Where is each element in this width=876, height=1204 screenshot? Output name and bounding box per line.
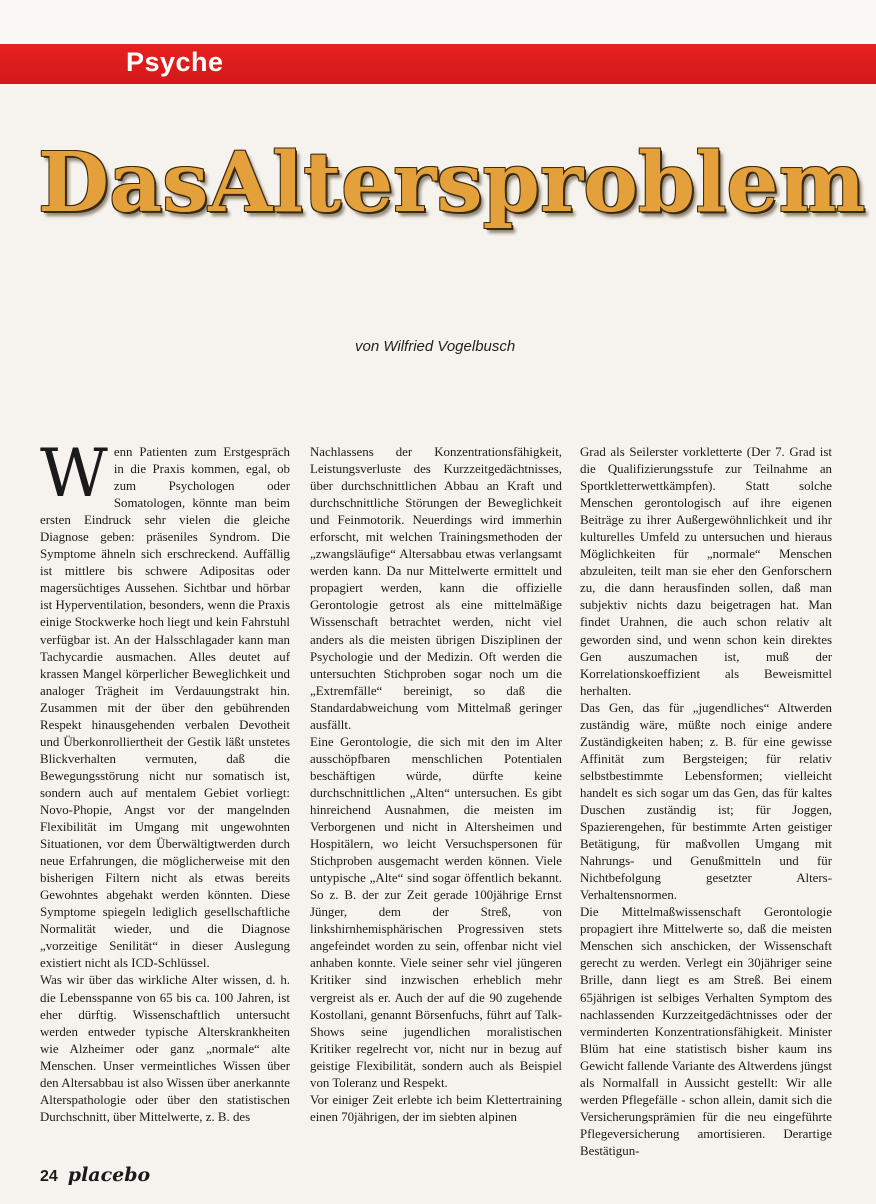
drop-cap: W bbox=[40, 435, 108, 512]
paragraph: Grad als Seilerster vorkletterte (Der 7. Grad ist die Qualifizierungsstufe zur Teilnahme an Sportkletterwettkämpfen). Statt solche Menschen gerontologisch auf ihre eigenen Beiträge zu ihrer Außergewöhnlichkeit und ihr kulturelles Umfeld zu untersuchen und hieraus Möglichkeiten für „normale“ Menschen abzuleiten, teilt man sie eher den Genforschern zu, die dann herausfinden sollen, daß man subjektiv nichts dazu beigetragen hat. Man findet Urahnen, die auch schon relativ alt geworden sind, und wenn schon kein direktes Gen auszumachen ist, muß der Korrelationskoeffizient als Beweismittel herhalten. bbox=[580, 445, 832, 698]
paragraph: Die Mittelmaßwissenschaft Gerontologie propagiert ihre Mittelwerte so, daß die meisten Menschen sich anschicken, der Wissenschaft gerecht zu werden. Verlegt ein 30jähriger seine Brille, dann liegt es am Streß. Bei einem 65jährigen ist selbiges Verhalten Symptom des nachlassenden Kurzzeitgedächtnisses oder der verminderten Konzentrationsfähigkeit. Minister Blüm hat eine statistisch bisher kaum ins Gewicht fallende Variante des Altwerdens jüngst als Normalfall in Aussicht gestellt: Wir alle werden Pflegefälle - schon allein, damit sich die Versicherungsprämien für die neu eingeführte Pflegeversicherung amortisieren. Derartige Bestätigun- bbox=[580, 905, 832, 1158]
title-letter: t bbox=[303, 135, 342, 231]
section-label: Psyche bbox=[126, 47, 224, 77]
title-letter: r bbox=[393, 135, 437, 231]
title-letter: s bbox=[436, 135, 483, 231]
top-margin bbox=[0, 0, 876, 44]
title-letter: a bbox=[109, 135, 163, 231]
title-letter: D bbox=[38, 135, 110, 231]
text-column-1 bbox=[40, 435, 290, 1126]
title-letter: A bbox=[208, 135, 273, 231]
title-letter: e bbox=[341, 135, 394, 231]
paragraph: Eine Gerontologie, die sich mit den im Alter ausschöpfbaren menschlichen Potentialen beschäftigen würde, dürfte keine durchschnittlichen „Alten“ untersuchen. Es gibt hinreichend Ausnahmen, die meisten im Verborgenen und nicht in Altersheimen und Hospitälern, wo leicht Versuchspersonen für Stichproben ausgemacht werden können. Viele untypische „Alte“ sind sogar öffentlich bekannt. So z. B. der zur Zeit gerade 100jährige Ernst Jünger, dem der Streß, von linkshirnhemisphärischen Progressiven stets angefeindet worden zu sein, offenbar nicht viel anhaben konnte. Viele seiner sehr viel jüngeren Kritiker sind inzwischen erheblich mehr vergreist als er. Auch der auf die 90 zugehende Kostollani, genannt Börsenfuchs, führt auf Talk-Shows seine jugendlichen moralistischen Kritiker regelrecht vor, nicht nur in bezug auf geistige Flexibilität, sondern auch als Beispiel von Toleranz und Respekt. bbox=[310, 734, 562, 1090]
page-footer bbox=[40, 1164, 150, 1186]
paragraph: Nachlassens der Konzentrationsfähigkeit, Leistungsverluste des Kurzzeitgedächtnisses, über durchschnittlichen Abbau an Kraft und durchschnittliche Störungen der Beweglichkeit und Feinmotorik. Neuerdings wird immerhin erforscht, mit welchen Trainingsmethoden der „zwangsläufige“ Altersabbau etwas verlangsamt werden kann. Da nur Mittelwerte ermittelt und propagiert werden, kann die offizielle Gerontologie getrost als eine mittelmäßige Wissenschaft betrachtet werden, nicht viel anders als die meisten übrigen Disziplinen der Psychologie und der Medizin. Oft werden die untersuchten Stichproben sogar noch um die „Extremfälle“ bereinigt, so daß die Standardabweichung vom Mittelmaß geringer ausfällt. bbox=[310, 445, 562, 732]
text-column-3 bbox=[580, 444, 832, 1160]
page-number: 24 bbox=[40, 1168, 58, 1185]
section-banner bbox=[0, 44, 876, 84]
magazine-logo: placebo bbox=[67, 1164, 151, 1186]
article-title bbox=[38, 128, 866, 238]
title-letter: r bbox=[539, 135, 584, 231]
title-letter: e bbox=[726, 135, 779, 231]
paragraph bbox=[40, 435, 290, 972]
text-column-2 bbox=[310, 444, 562, 1126]
paragraph-text: enn Patienten zum Erstgespräch in die Praxis kommen, egal, ob zum Psychologen oder Somatologen, könnte man beim ersten Eindruck sehr vielen die gleiche Diagnose geben: präseniles Syndrom. Die Symptome ähneln sich erschreckend. Auffällig ist mittlere bis schwere Adipositas oder magersüchtiges Aussehen. Sichtbar und hörbar ist Hyperventilation, besonders, wenn die Praxis einige Stockwerke hoch liegt und kein Fahrstuhl verfügbar ist. An der Halsschlagader kann man Tachycardie ausmachen. Alles deutet auf krassen Mangel körperlicher Beweglichkeit und analoger Trägheit im Verdauungstrakt hin. Zusammen mit der über den gebührenden Respekt hinausgehenden verbalen Devotheit und Überkonrolliertheit der Gestik läßt unstetes Blickverhalten vermuten, daß die Bewegungsstörung nicht nur somatisch ist, sondern auch auf mentalem Gebiet vorliegt: Novo-Phopie, Angst vor der mangelnden Flexibilität im Umgang mit ungewohnten Situationen, vor dem Überwältigtwerden durch neue Erfahrungen, die möglicherweise mit den bisherigen Filtern nicht als etwas bereits Gewohntes abgehakt werden könnten. Diese Symptome spiegeln lediglich gesellschaftliche Normalität wieder, und die Diagnose „vorzeitige Senilität“ in dieser Auslegung existiert nicht als ICD-Schlüssel. bbox=[40, 445, 290, 971]
byline: von Wilfried Vogelbusch bbox=[355, 338, 516, 355]
title-letter: b bbox=[637, 135, 696, 231]
title-letter: o bbox=[583, 135, 638, 231]
title-letter: m bbox=[778, 135, 866, 231]
paragraph: Das Gen, das für „jugendliches“ Altwerden zuständig wäre, müßte noch einige andere Zuständigkeiten haben; z. B. für eine gewisse Affinität zum Bergsteigen; für relativ selbstbestimmte Lebensformen; vielleicht handelt es sich sogar um das Gen, das für kaltes Duschen zuständig ist; für Joggen, Spazierengehen, für bestimmte Arten geistiger Betätigung, für maßvollen Umgang mit Nahrungs- und Genußmitteln und für Nichtbefolgung gesetzter Alters-Verhaltensnormen. bbox=[580, 700, 832, 903]
title-letter: p bbox=[482, 135, 540, 231]
paragraph: Was wir über das wirkliche Alter wissen, d. h. die Lebensspanne von 65 bis ca. 100 Jahren, ist eher dürftig. Wissenschaftlich untersucht werden entweder typische Alterskrankheiten wie Alzheimer oder ganz „normale“ alte Menschen. Unser vermeintliches Wissen über den Altersabbau ist also Wissen über anerkannte Alterspathologie oder über den statistischen Durchschnitt, über Mittelwerte, z. B. des bbox=[40, 973, 290, 1124]
title-letter: s bbox=[162, 135, 209, 231]
title-letter: l bbox=[272, 135, 304, 231]
paragraph: Vor einiger Zeit erlebte ich beim Klettertraining einen 70jährigen, der im siebten alpinen bbox=[310, 1092, 562, 1124]
title-letter: l bbox=[695, 135, 727, 231]
